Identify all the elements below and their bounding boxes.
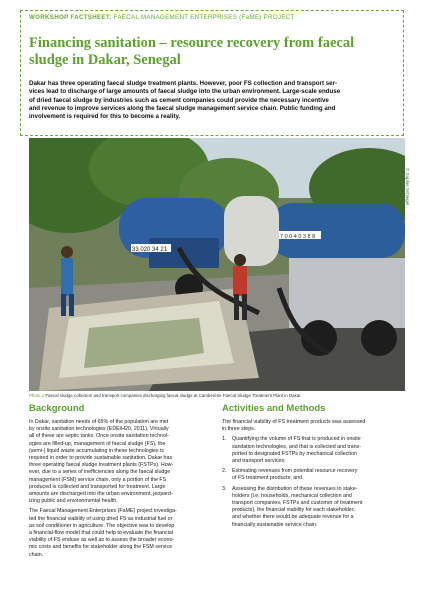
truck-number-1: 33 020 34 21: [132, 247, 168, 253]
text-line: ever, due to a series of inefficiencies along the faecal sludge: [29, 469, 171, 476]
text-line: ogies are filled-up, management of faecal sludge (FS), the: [29, 440, 166, 447]
text-line: and whether there would be adequate revenue for a: [232, 514, 354, 521]
list-item: [222, 436, 407, 465]
title-line: sludge in Dakar, Senegal: [29, 52, 181, 68]
lead-line: vices lead to discharge of large amounts of faecal sludge into the urban environment. Large-scale enduse: [29, 88, 341, 96]
workshop-factsheet-label: [29, 14, 295, 21]
text-line: management (FSM) service chain, only a portion of the FS: [29, 476, 167, 483]
text-line: (semi-) liquid waste accumulating in these technologies is: [29, 447, 164, 454]
text-line: Quantifying the volume of FS that is produced in onsite: [232, 436, 361, 443]
background-heading: Background: [29, 403, 85, 414]
caption-label: Photo 1: [29, 393, 45, 398]
lead-line: Dakar has three operating faecal sludge treatment plants. However, poor FS collection and transport ser-: [29, 80, 338, 87]
workshop-label: WORKSHOP FACTSHEET:: [29, 14, 112, 21]
activities-section: [222, 403, 407, 529]
text-line: by onsite sanitation technologies (EDE/H20, 2011). Virtually: [29, 426, 169, 433]
activities-heading: Activities and Methods: [222, 403, 326, 414]
text-line: all of these are septic tanks. Once onsite sanitation technol-: [29, 433, 169, 440]
background-para-1: [29, 419, 214, 505]
lead-line: involvement is required for this to become a reality.: [29, 113, 181, 121]
truck-number-2: 7 0 0 4 0 3 8 8: [280, 234, 316, 240]
photo-credit: © Sophie Schlegel: [405, 168, 410, 206]
text-line: ported to designated FSTPs by mechanical collection: [232, 450, 357, 457]
list-item: [222, 468, 407, 482]
list-number: 2.: [222, 468, 227, 475]
title-line: Financing sanitation – resource recovery from faecal: [29, 35, 355, 51]
text-line: products), the financial viability for each stakeholder,: [232, 507, 355, 514]
background-section: [29, 403, 214, 559]
text-line: holders (i.e. households, mechanical collection and: [232, 492, 352, 499]
text-line: viability of FS enduse as well as to assess the broader econo-: [29, 537, 175, 544]
page-title: [29, 35, 399, 69]
text-line: in three steps.: [222, 426, 256, 433]
text-line: and transport services;: [232, 458, 286, 465]
project-label: FAECAL MANAGEMENT ENTERPRISES (FaME) PROJECT: [113, 14, 295, 21]
lead-line: of dried faecal sludge by industries such as cement companies could provide the necessary incentive: [29, 96, 329, 104]
list-item: [222, 486, 407, 529]
text-line: The financial viability of FS treatment products was assessed: [222, 419, 366, 425]
text-line: of FS treatment products; and: [232, 475, 303, 482]
caption-text: Faecal sludge collection and transport companies discharging faecal sludge at Cambérène Faecal Sludge Treatment Plant in Dakar.: [45, 393, 302, 398]
text-line: a financial-flow model that could help to evaluate the financial: [29, 530, 173, 537]
text-line: In Dakar, sanitation needs of 65% of the population are met: [29, 419, 169, 425]
background-para-2: [29, 508, 214, 558]
text-line: Assessing the distribution of these revenues to stake-: [232, 485, 358, 492]
text-line: chain.: [29, 551, 44, 558]
text-line: financially sustainable service chain.: [232, 521, 318, 528]
lead-paragraph: [29, 80, 399, 121]
text-line: sanitation technologies, and that is collected and trans-: [232, 443, 361, 450]
text-line: Estimating revenues from potential resource recovery: [232, 468, 358, 475]
text-line: required in order to provide sustainable sanitation. Dakar has: [29, 455, 173, 462]
text-line: izing public and environmental health.: [29, 498, 118, 505]
lead-line: and revenue to improve services along the faecal sludge management service chain. Public funding and: [29, 104, 336, 112]
list-number: 1.: [222, 436, 227, 443]
text-line: mic costs and benefits for stakeholder along the FSM service: [29, 544, 173, 551]
text-line: transport companies, FSTPs and customer of treatment: [232, 500, 363, 507]
photo-sludge-trucks: [29, 138, 405, 391]
text-line: as soil conditioner in agriculture. The objective was to develop: [29, 522, 175, 529]
text-line: produced is collected and transported for treatment. Large: [29, 483, 166, 490]
photo-caption: [29, 393, 302, 398]
list-number: 3.: [222, 485, 227, 492]
text-line: amounts are discharged into the urban environment, jeopard-: [29, 491, 173, 498]
text-line: The Faecal Management Enterprises (FaME) project investiga-: [29, 508, 177, 515]
text-line: three operating faecal sludge treatment plants (FSTPs). How-: [29, 462, 174, 469]
text-line: ted the financial viability of using dried FS as industrial fuel or: [29, 515, 173, 522]
activities-intro: [222, 419, 407, 433]
